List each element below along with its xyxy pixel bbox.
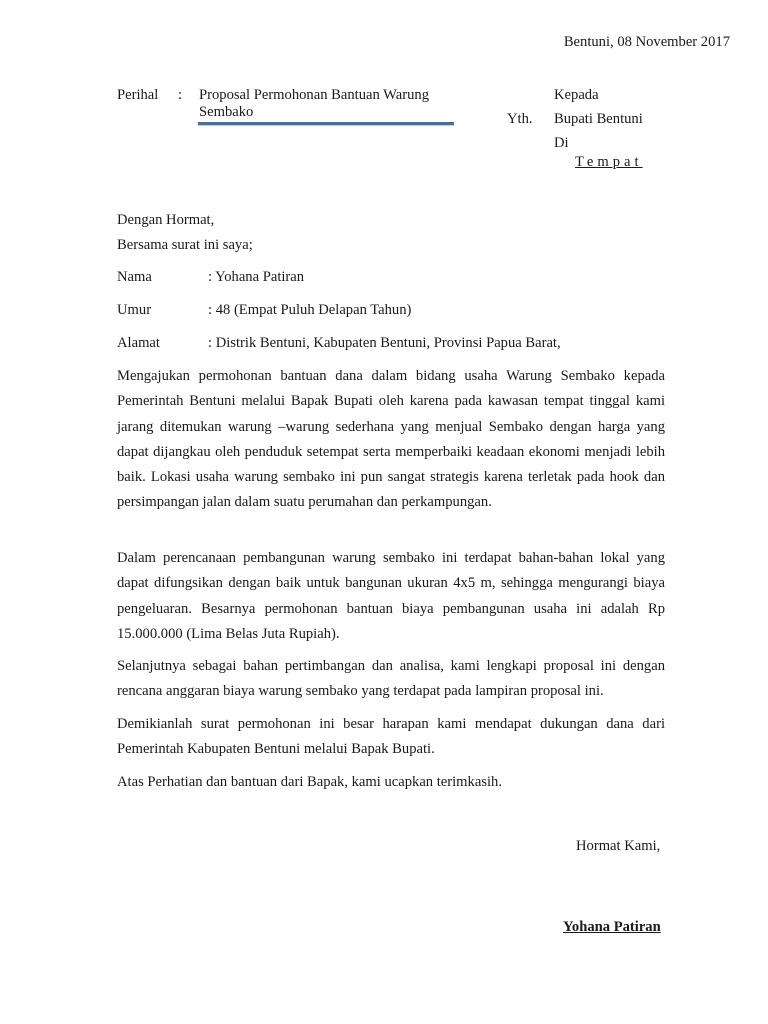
recipient-kepada: Kepada <box>554 87 599 103</box>
field-value-umur: : 48 (Empat Puluh Delapan Tahun) <box>208 302 412 318</box>
perihal-underline <box>198 122 454 125</box>
intro-line: Bersama surat ini saya; <box>117 237 253 253</box>
perihal-colon: : <box>178 87 183 103</box>
paragraph-request: Mengajukan permohonan bantuan dana dalam bidang usaha Warung Sembako kepada Pemerintah Bentuni melalui Bapak Bupati oleh karena pada kawasan tempat tinggal kami jarang ditemukan warung –warung sederhana yang menjual Sembako dengan harga yang dapat dijangkau oleh penduduk setempat serta memperbaiki keadaan ekonomi menjadi lebih baik. Lokasi usaha warung sembako ini pun sangat strategis karena terletak pada hook dan persimpangan jalan dalam suatu perumahan dan perkampungan. <box>117 368 665 511</box>
recipient-name: Bupati Bentuni <box>554 111 643 127</box>
field-label-nama: Nama <box>117 269 152 285</box>
recipient-di: Di <box>554 135 569 151</box>
place-date: Bentuni, 08 November 2017 <box>563 34 730 50</box>
perihal-value: Proposal Permohonan Bantuan Warung Sembako <box>199 87 429 120</box>
paragraph-thanks: Atas Perhatian dan bantuan dari Bapak, kami ucapkan terimkasih. <box>117 774 502 790</box>
field-value-alamat: : Distrik Bentuni, Kabupaten Bentuni, Provinsi Papua Barat, <box>208 335 561 351</box>
recipient-tempat: Tempat <box>575 154 643 170</box>
field-value-nama: : Yohana Patiran <box>208 269 305 285</box>
paragraph-hope: Demikianlah surat permohonan ini besar harapan kami mendapat dukungan dana dari Pemerintah Kabupaten Bentuni melalui Bapak Bupati. <box>117 716 665 758</box>
closing-regards: Hormat Kami, <box>576 838 661 854</box>
signer-name: Yohana Patiran <box>563 919 661 935</box>
perihal-label: Perihal <box>117 87 159 103</box>
recipient-yth: Yth. <box>507 111 533 127</box>
paragraph-attachment: Selanjutnya sebagai bahan pertimbangan dan analisa, kami lengkapi proposal ini dengan rencana anggaran biaya warung sembako yang terdapat pada lampiran proposal ini. <box>117 658 665 700</box>
paragraph-budget: Dalam perencanaan pembangunan warung sembako ini terdapat bahan-bahan lokal yang dapat difungsikan dengan baik untuk bangunan ukuran 4x5 m, sehingga mengurangi biaya pengeluaran. Besarnya permohonan bantuan biaya pembangunan usaha ini adalah Rp 15.000.000 (Lima Belas Juta Rupiah). <box>117 550 665 642</box>
salutation: Dengan Hormat, <box>117 212 215 228</box>
field-label-alamat: Alamat <box>117 335 160 351</box>
field-label-umur: Umur <box>117 302 152 318</box>
